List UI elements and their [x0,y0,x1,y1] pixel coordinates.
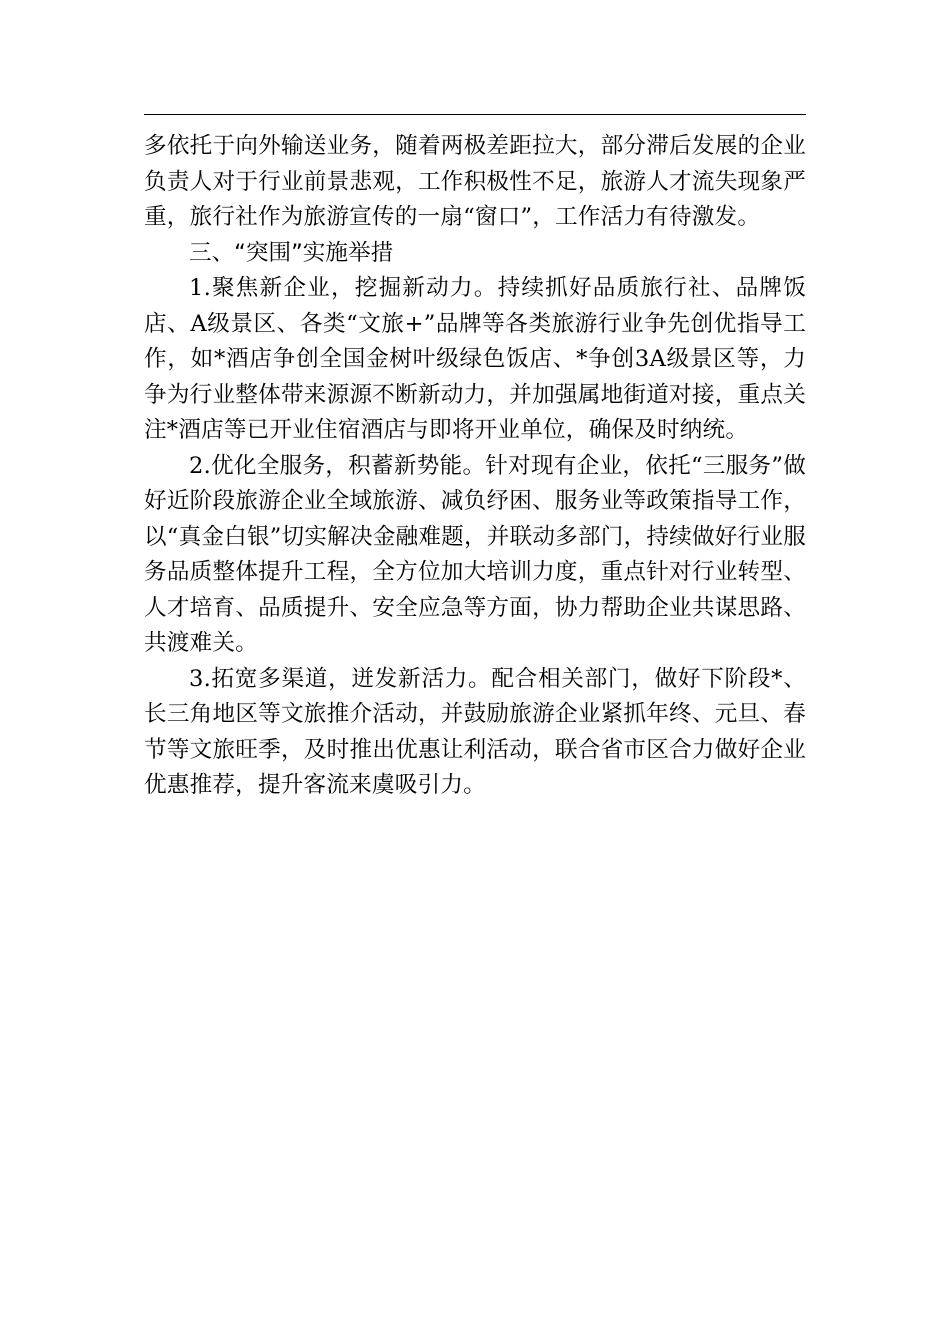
paragraph-continuation: 多依托于向外输送业务，随着两极差距拉大，部分滞后发展的企业负责人对于行业前景悲观，工作积极性不足，旅游人才流失现象严重，旅行社作为旅游宣传的一扇“窗口”，工作活力有待激发。 [144,133,806,230]
paragraph-item-3: 3.拓宽多渠道，迸发新活力。配合相关部门，做好下阶段*、长三角地区等文旅推介活动，并鼓励旅游企业紧抓年终、元旦、春节等文旅旺季，及时推出优惠让利活动，联合省市区合力做好企业优惠推荐，提升客流来虞吸引力。 [144,665,806,798]
paragraph-item-1: 1.聚焦新企业，挖掘新动力。持续抓好品质旅行社、品牌饭店、A级景区、各类“文旅+”品牌等各类旅游行业争先创优指导工作，如*酒店争创全国金树叶级绿色饭店、*争创3A级景区等，力争为行业整体带来源源不断新动力，并加强属地街道对接，重点关注*酒店等已开业住宿酒店与即将开业单位，确保及时纳统。 [144,275,806,443]
paragraph-item-2: 2.优化全服务，积蓄新势能。针对现有企业，依托“三服务”做好近阶段旅游企业全域旅游、减负纾困、服务业等政策指导工作，以“真金白银”切实解决金融难题，并联动多部门，持续做好行业服务品质整体提升工程，全方位加大培训力度，重点针对行业转型、人才培育、品质提升、安全应急等方面，协力帮助企业共谋思路、共渡难关。 [144,452,806,656]
document-body [144,129,806,804]
section-heading: 三、“突围”实施举措 [189,239,394,266]
header-rule [144,114,806,115]
